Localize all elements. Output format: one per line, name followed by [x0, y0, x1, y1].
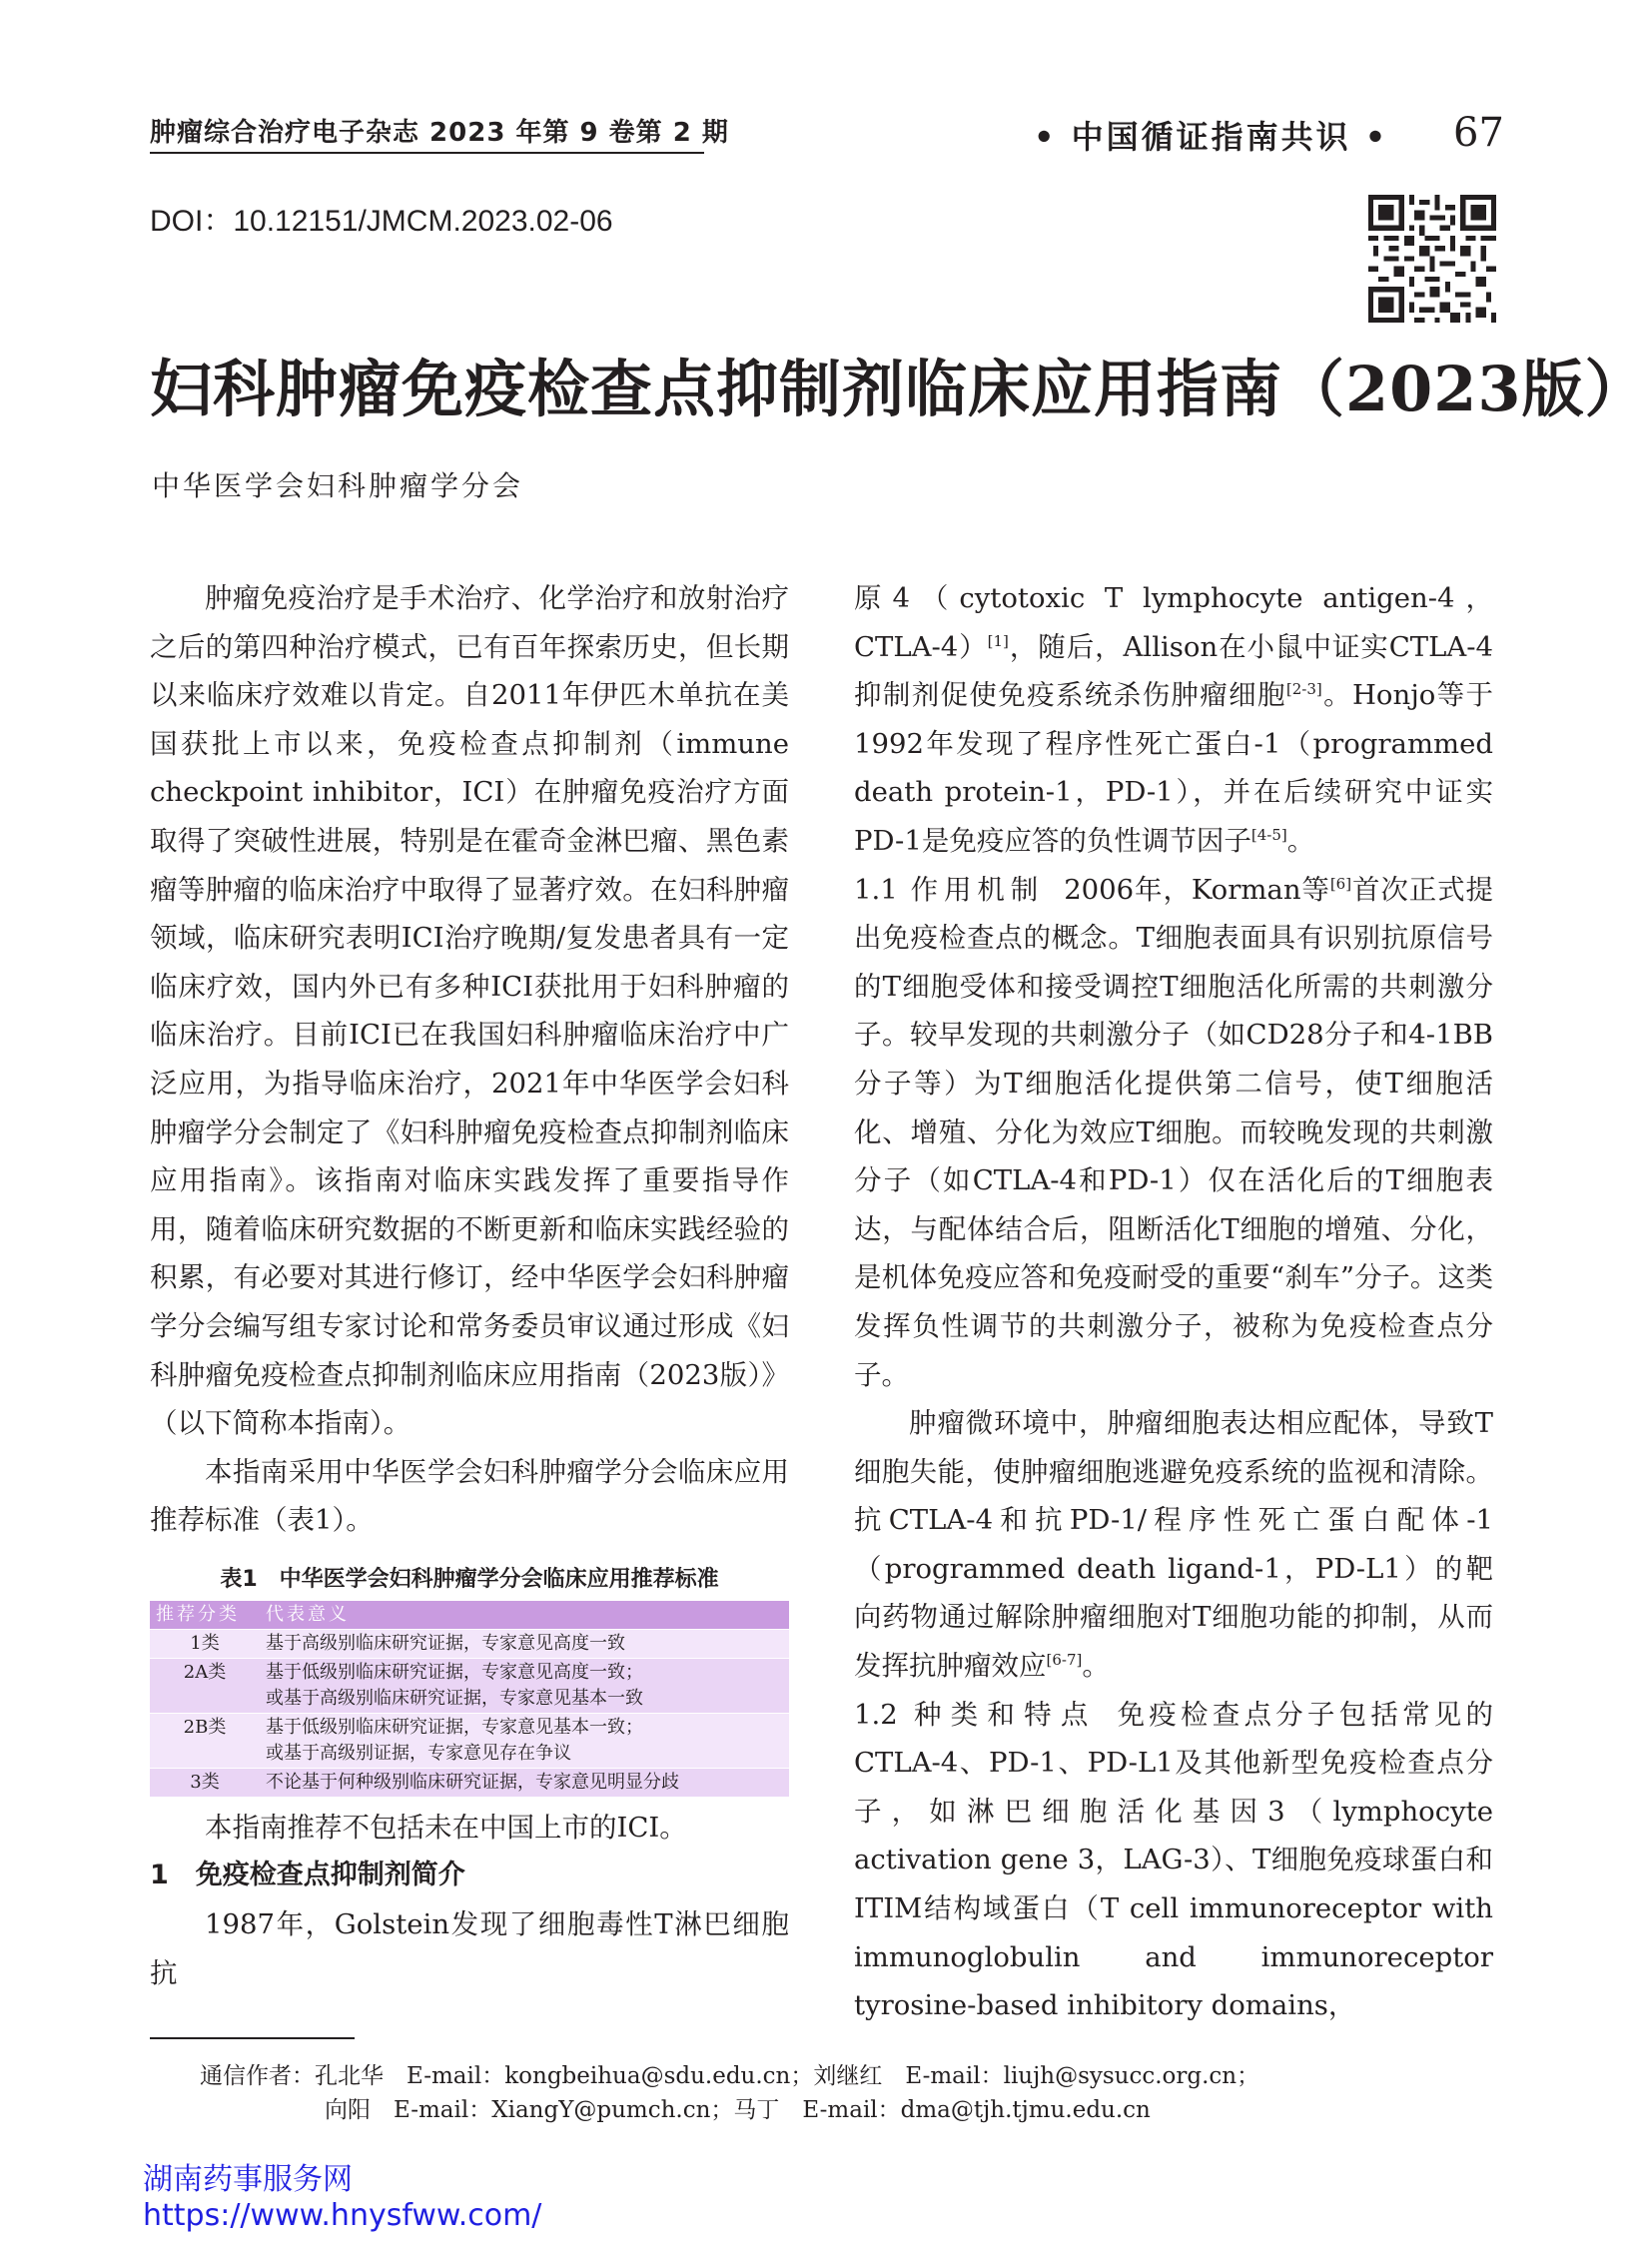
subsection-types: [854, 1691, 1493, 2030]
subsection-number: 1.1: [854, 873, 898, 906]
page-title: 妇科肿瘤免疫检查点抑制剂临床应用指南（2023版）: [150, 353, 1648, 425]
table-cell-meaning: [260, 1629, 789, 1658]
table-cell-meaning: [260, 1658, 789, 1713]
footnote-line: 向阳 E-mail：XiangY@pumch.cn；马丁 E-mail：dma@tjh.tjmu.edu.cn: [325, 2097, 1151, 2123]
table-cell-class: 3类: [150, 1768, 260, 1797]
table-row: [150, 1768, 789, 1797]
table: [150, 1601, 789, 1798]
subsection-number: 1.2: [854, 1698, 898, 1731]
paragraph-intro: 肿瘤免疫治疗是手术治疗、化学治疗和放射治疗之后的第四种治疗模式，已有百年探索历史，但长期以来临床疗效难以肯定。自2011年伊匹木单抗在美国获批上市以来，免疫检查点抑制剂（immune checkpoint inhibitor，ICI）在肿瘤免疫治疗方面取得了突破性进展，特别是在霍奇金淋巴瘤、黑色素瘤等肿瘤的临床治疗中取得了显著疗效。在妇科肿瘤领域，临床研究表明ICI治疗晚期/复发患者具有一定临床疗效，国内外已有多种ICI获批用于妇科肿瘤的临床治疗。目前ICI已在我国妇科肿瘤临床治疗中广泛应用，为指导临床治疗，2021年中华医学会妇科肿瘤学分会制定了《妇科肿瘤免疫检查点抑制剂临床应用指南》。该指南对临床实践发挥了重要指导作用，随着临床研究数据的不断更新和临床实践经验的积累，有必要对其进行修订，经中华医学会妇科肿瘤学分会编写组专家讨论和常务委员审议通过形成《妇科肿瘤免疫检查点抑制剂临床应用指南（2023版）》（以下简称本指南）。: [150, 582, 789, 1440]
subsection-mechanism: [854, 866, 1493, 1400]
table-cell-meaning: [260, 1713, 789, 1768]
cell-line: 或基于高级别临床研究证据，专家意见基本一致: [266, 1687, 643, 1709]
table-header-cell: 代表意义: [260, 1601, 789, 1630]
qr-code-icon: [1368, 195, 1496, 323]
section-heading: 1 免疫检查点抑制剂简介: [150, 1860, 465, 1891]
recommendation-table: [150, 1563, 789, 1798]
text-run: 肿瘤微环境中，肿瘤细胞表达相应配体，导致T细胞失能，使肿瘤细胞逃避免疫系统的监视和清除。抗CTLA-4和抗PD-1/程序性死亡蛋白配体-1（programmed death ligand-1，PD-L1）的靶向药物通过解除肿瘤细胞对T细胞功能的抑制，从而发挥抗肿瘤效应: [854, 1407, 1493, 1683]
table-header-cell: 推荐分类: [150, 1601, 260, 1630]
section-label: • 中国循证指南共识 •: [1034, 118, 1389, 156]
doi: DOI：10.12151/JMCM.2023.02-06: [150, 205, 613, 238]
paragraph-microenvironment: [854, 1399, 1493, 1691]
table-header-row: [150, 1601, 789, 1630]
citation: [6-7]: [1046, 1650, 1083, 1669]
table-row: [150, 1629, 789, 1658]
text-run: ，随后，Allison在小鼠中证实CTLA-4抑制剂促使免疫系统杀伤肿瘤细胞: [854, 630, 1493, 712]
text-run: 首次正式提出免疫检查点的概念。T细胞表面具有识别抗原信号的T细胞受体和接受调控T细胞活化所需的共刺激分子。较早发现的共刺激分子（如CD28分子和4-1BB分子等）为T细胞活化提供第二信号，使T细胞活化、增殖、分化为效应T细胞。而较晚发现的共刺激分子（如CTLA-4和PD-1）仅在活化后的T细胞表达，与配体结合后，阻断活化T细胞的增殖、分化，是机体免疫应答和免疫耐受的重要“刹车”分子。这类发挥负性调节的共刺激分子，被称为免疫检查点分子。: [854, 873, 1494, 1391]
table-row: [150, 1658, 789, 1713]
table-cell-class: 2B类: [150, 1713, 260, 1768]
cell-line: 不论基于何种级别临床研究证据，专家意见明显分歧: [266, 1771, 679, 1793]
watermark-name: 湖南药事服务网: [143, 2162, 353, 2197]
text-run: 免疫检查点分子包括常见的CTLA-4、PD-1、PD-L1及其他新型免疫检查点分子，如淋巴细胞活化基因3（lymphocyte activation gene 3，LAG-3）、T细胞免疫球蛋白和ITIM结构域蛋白（T cell immunoreceptor with immunoglobulin and immunoreceptor tyrosine-based inhibitory domains，: [854, 1698, 1494, 2022]
text-run: 。: [1082, 1650, 1110, 1683]
right-column: [854, 574, 1493, 2030]
footnote-line: 通信作者：孔北华 E-mail：kongbeihua@sdu.edu.cn；刘继红 E-mail：liujh@sysucc.org.cn；: [200, 2063, 1260, 2089]
paragraph-standard: 本指南采用中华医学会妇科肿瘤学分会临床应用推荐标准（表1）。: [150, 1455, 789, 1537]
text-run: 原4（cytotoxic T lymphocyte antigen-4，CTLA-4）: [854, 582, 1493, 663]
paragraph-history: 1987年，Golstein发现了细胞毒性T淋巴细胞抗: [150, 1908, 789, 1989]
citation: [1]: [987, 631, 1009, 650]
journal-header: 肿瘤综合治疗电子杂志 2023 年第 9 卷第 2 期: [150, 118, 729, 148]
text-run: 。Honjo等于1992年发现了程序性死亡蛋白-1（programmed death protein-1，PD-1），并在后续研究中证实PD-1是免疫应答的负性调节因子: [854, 679, 1493, 857]
citation: [2-3]: [1285, 680, 1322, 699]
table-caption: 表1 中华医学会妇科肿瘤学分会临床应用推荐标准: [220, 1566, 719, 1592]
footnote: [200, 2059, 1259, 2127]
subsection-title: 作用机制: [909, 873, 1045, 906]
paragraph-exclusion: 本指南推荐不包括未在中国上市的ICI。: [205, 1811, 687, 1844]
subsection-title: 种类和特点: [909, 1698, 1098, 1731]
table-row: [150, 1713, 789, 1768]
table-cell-class: 2A类: [150, 1658, 260, 1713]
watermark: [143, 2162, 541, 2234]
citation: [4-5]: [1250, 825, 1287, 844]
author-line: 中华医学会妇科肿瘤学分会: [152, 469, 524, 502]
citation: [6]: [1329, 874, 1352, 893]
text-run: 。: [1286, 824, 1315, 857]
table-cell-meaning: [260, 1768, 789, 1797]
paragraph-continued: [854, 574, 1493, 866]
table-cell-class: 1类: [150, 1629, 260, 1658]
footnote-rule: [150, 2037, 355, 2039]
cell-line: 基于低级别临床研究证据，专家意见基本一致；: [266, 1716, 643, 1738]
cell-line: 或基于高级别证据，专家意见存在争议: [266, 1742, 571, 1764]
watermark-url[interactable]: https://www.hnysfww.com/: [143, 2198, 542, 2233]
text-run: 2006年，Korman等: [1064, 873, 1330, 906]
header-rule: [150, 152, 704, 154]
left-column: [150, 574, 789, 1997]
cell-line: 基于低级别临床研究证据，专家意见高度一致；: [266, 1661, 643, 1683]
cell-line: 基于高级别临床研究证据，专家意见高度一致: [266, 1632, 625, 1654]
page-number: 67: [1453, 110, 1504, 156]
